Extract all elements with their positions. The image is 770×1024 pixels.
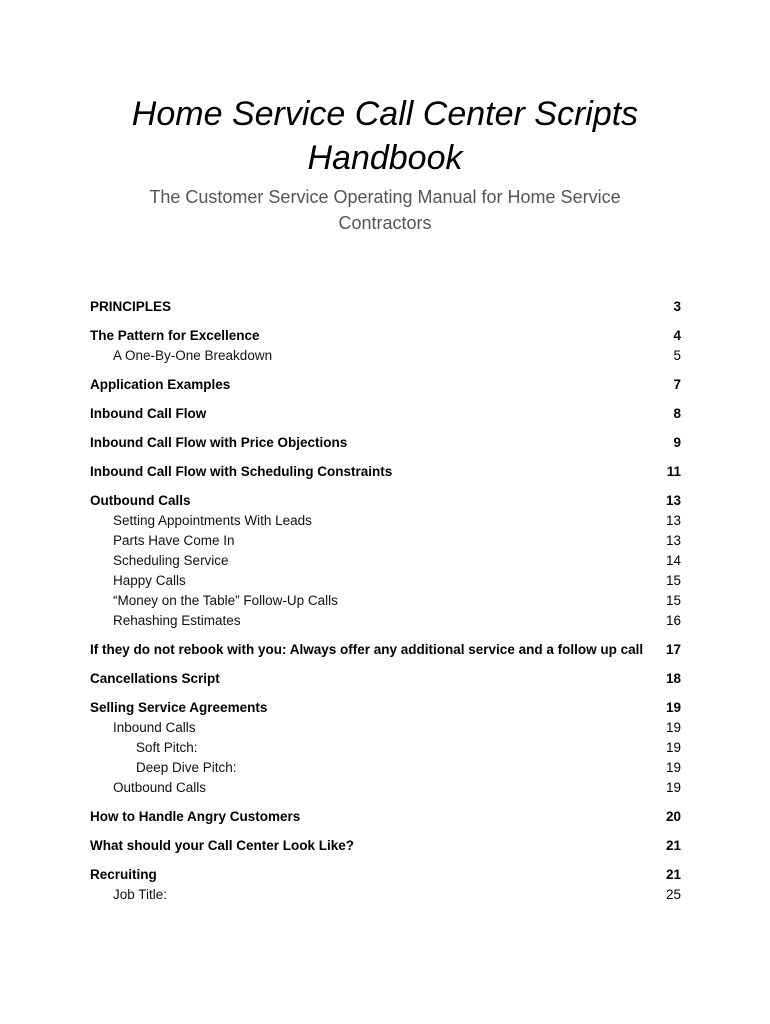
document-subtitle — [0, 184, 770, 236]
toc-entry-label: How to Handle Angry Customers — [90, 809, 301, 824]
toc-entry-label: Inbound Calls — [113, 720, 196, 735]
toc-entry-page-number: 15 — [665, 593, 681, 608]
toc-entry-page-number: 13 — [665, 513, 681, 528]
toc-entry-label: Application Examples — [90, 377, 231, 392]
toc-entry-label: Soft Pitch: — [136, 740, 198, 755]
toc-entry-label: Parts Have Come In — [113, 533, 235, 548]
toc-entry[interactable] — [90, 531, 681, 551]
toc-entry-page-number: 13 — [665, 493, 681, 508]
toc-entry-label: A One-By-One Breakdown — [113, 348, 273, 363]
toc-entry[interactable] — [90, 640, 681, 660]
toc-entry[interactable] — [90, 836, 681, 856]
toc-entry[interactable] — [90, 346, 681, 366]
toc-entry-page-number: 3 — [673, 299, 681, 314]
toc-entry-label: Job Title: — [113, 887, 168, 902]
toc-entry[interactable] — [90, 591, 681, 611]
toc-entry-label: Rehashing Estimates — [113, 613, 241, 628]
toc-entry-page-number: 4 — [673, 328, 681, 343]
toc-entry-page-number: 18 — [665, 671, 681, 686]
toc-entry-label: The Pattern for Excellence — [90, 328, 260, 343]
toc-entry-label: Setting Appointments With Leads — [113, 513, 312, 528]
toc-entry-label: Inbound Call Flow — [90, 406, 207, 421]
toc-entry-page-number: 19 — [665, 720, 681, 735]
toc-entry-page-number: 20 — [665, 809, 681, 824]
toc-entry-label: Selling Service Agreements — [90, 700, 268, 715]
toc-entry-label: “Money on the Table” Follow-Up Calls — [113, 593, 338, 608]
toc-entry-page-number: 9 — [673, 435, 681, 450]
toc-entry[interactable] — [90, 698, 681, 718]
toc-entry[interactable] — [90, 738, 681, 758]
toc-entry-page-number: 25 — [665, 887, 681, 902]
toc-entry-label: Outbound Calls — [113, 780, 207, 795]
toc-entry-page-number: 19 — [665, 740, 681, 755]
toc-entry[interactable] — [90, 807, 681, 827]
toc-entry[interactable] — [90, 758, 681, 778]
toc-entry-page-number: 11 — [666, 464, 681, 479]
toc-entry-label: Outbound Calls — [90, 493, 191, 508]
toc-entry[interactable] — [90, 611, 681, 631]
toc-entry-page-number: 16 — [665, 613, 681, 628]
subtitle-line: Contractors — [338, 213, 432, 233]
toc-entry[interactable] — [90, 491, 681, 511]
toc-entry-label: Cancellations Script — [90, 671, 220, 686]
toc-entry-page-number: 19 — [665, 760, 681, 775]
subtitle-line: The Customer Service Operating Manual for Home Service — [149, 187, 621, 207]
toc-entry-label: Inbound Call Flow with Scheduling Constraints — [90, 464, 393, 479]
toc-entry-page-number: 19 — [665, 780, 681, 795]
toc-entry[interactable] — [90, 511, 681, 531]
toc-entry-label: Scheduling Service — [113, 553, 229, 568]
toc-entry[interactable] — [90, 718, 681, 738]
toc-entry[interactable] — [90, 865, 681, 885]
toc-entry-page-number: 21 — [665, 838, 681, 853]
toc-entry[interactable] — [90, 433, 681, 453]
toc-entry-label: Recruiting — [90, 867, 157, 882]
toc-entry-page-number: 7 — [673, 377, 681, 392]
toc-entry-page-number: 5 — [673, 348, 681, 363]
toc-entry-page-number: 14 — [665, 553, 681, 568]
toc-entry-page-number: 13 — [665, 533, 681, 548]
toc-entry[interactable] — [90, 885, 681, 905]
toc-entry-label: Inbound Call Flow with Price Objections — [90, 435, 348, 450]
title-line: Home Service Call Center Scripts — [131, 95, 639, 133]
toc-entry-page-number: 21 — [665, 867, 681, 882]
toc-entry-page-number: 8 — [673, 406, 681, 421]
toc-entry[interactable] — [90, 778, 681, 798]
toc-entry-page-number: 19 — [665, 700, 681, 715]
toc-entry[interactable] — [90, 404, 681, 424]
toc-entry[interactable] — [90, 375, 681, 395]
toc-entry[interactable] — [90, 551, 681, 571]
toc-entry[interactable] — [90, 669, 681, 689]
toc-entry[interactable] — [90, 571, 681, 591]
toc-entry-label: If they do not rebook with you: Always offer any additional service and a follow up call — [90, 642, 644, 657]
toc-entry[interactable] — [90, 297, 681, 317]
toc-entry[interactable] — [90, 462, 681, 482]
toc-entry-page-number: 17 — [665, 642, 681, 657]
toc-entry-label: What should your Call Center Look Like? — [90, 838, 355, 853]
document-title — [0, 92, 770, 180]
toc-entry[interactable] — [90, 326, 681, 346]
title-line: Handbook — [307, 139, 463, 177]
toc-entry-page-number: 15 — [665, 573, 681, 588]
toc-entry-label: Happy Calls — [113, 573, 186, 588]
toc-entry-label: PRINCIPLES — [90, 299, 172, 314]
table-of-contents — [90, 297, 681, 905]
toc-entry-label: Deep Dive Pitch: — [136, 760, 237, 775]
